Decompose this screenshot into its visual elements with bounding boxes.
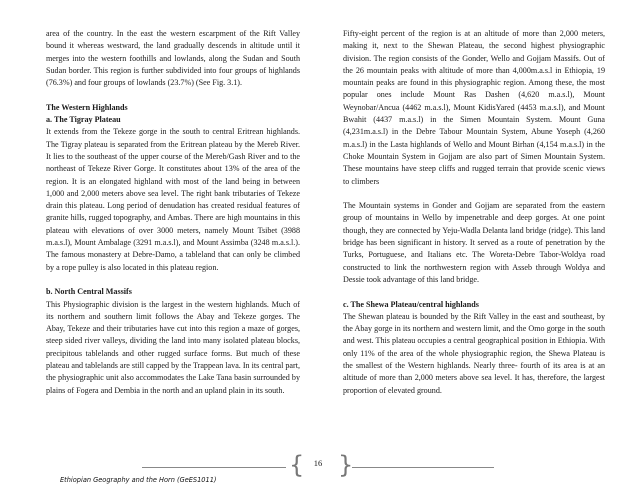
paragraph-mountain-systems: The Mountain systems in Gonder and Gojjam are separated from the eastern group of mountains in Wello by impenetrable and deep gorges. At one point though, they are connected by Yeju-Wadla Delanta land bridge (ridge). This land bridge has been significant in history. It served as a route of penetration by the Turks, Portuguese, and Italians etc. The Woreta-Debre Tabor-Woldya road constructed to link the northwestern region with Asseb through Woldya and Dessie took advantage of this land bridge. xyxy=(343,201,605,284)
left-column xyxy=(46,28,300,397)
paragraph-elevation: Fifty-eight percent of the region is at an altitude of more than 2,000 meters, making it, next to the Shewan Plateau, the second highest physiographic division. The region consists of the Gonder, Wello and Gojjam Massifs. Out of the 26 mountain peaks with altitude of more than 4,000m.a.s.l in Ethiopia, 19 mountain peaks are found in this physiographic region. Among these, the most popular ones include Mount Ras Dashen (4,620 m.a.s.l), Mount Weynobar/Ancua (4462 m.a.s.l), Mount KidisYared (4453 m.a.s.l), and Mount Bwahit (4437 m.a.s.l) in the Simen Mountain System. Mount Guna (4,231m.a.s.l) in the Debre Tabour Mountain System, Abune Yoseph (4,260 m.a.s.l) in the Lasta highlands of Wello and Mount Birhan (4,154 m.a.s.l) in the Choke Mountain System in Gojjam are also part of Simen Mountain System. These mountains have steep cliffs and rugged terrain that provide scenic views to climbers xyxy=(343,29,605,186)
page-number: 16 xyxy=(313,458,323,468)
heading-north-central-massifs: b. North Central Massifs xyxy=(46,287,132,297)
footer-brace-right: } xyxy=(338,451,354,479)
heading-shewa-plateau: c. The Shewa Plateau/central highlands xyxy=(343,299,479,309)
paragraph-tigray: It extends from the Tekeze gorge in the south to central Eritrean highlands. The Tigray plateau is separated from the Eritrean plateau by the Mereb River. It lies to the southeast of the upper course of the Mereb/Gash River and to the northeast of Tekeze River Gorge. It constitutes about 13% of the area of the region. It is an elongated highland with most of the land being in between 1,000 and 2,000 meters above sea level. The right bank tributaries of Tekeze drain this plateau. Long period of denudation has created residual features of granite hills, rugged topography, and Ambas. There are high mountains in this plateau with elevations of over 3000 meters, namely Mount Tsibet (3988 m.a.s.l), Mount Ambalage (3291 m.a.s.l), and Mount Assimba (3248 m.a.s.l.). The famous monastery at Debre-Damo, a tableland that can only be climbed by a rope pulley is also located in this plateau region. xyxy=(46,127,300,272)
footer-rule-right xyxy=(352,467,494,468)
heading-tigray-plateau: a. The Tigray Plateau xyxy=(46,115,121,125)
right-column xyxy=(343,28,605,397)
footer-brace-left: { xyxy=(289,451,305,479)
paragraph-intro: area of the country. In the east the western escarpment of the Rift Valley bound it whereas westward, the land gradually descends in altitude until it merges into the western foothills and lowlands, along the Sudan and South Sudan border. This region is further subdivided into four groups of highlands (76.3%) and four groups of lowlands (23.7%) (See Fig. 3.1). xyxy=(46,29,300,88)
heading-western-highlands: The Western Highlands xyxy=(46,102,128,112)
paragraph-shewa: The Shewan plateau is bounded by the Rift Valley in the east and southeast, by the Abay gorge in its northern and western limit, and the Omo gorge in the south and west. This plateau occupies a central geographical position in Ethiopia. With only 11% of the area of the whole physiographic region, the Shewa Plateau is the smallest of the Western highlands. Nearly three- fourth of its area is at an altitude of more than 2,000 meters above sea level. It has, therefore, the largest proportion of elevated ground. xyxy=(343,311,605,395)
paragraph-north-central: This Physiographic division is the largest in the western highlands. Much of its northern and southern limit follows the Abay and Tekeze gorges. The Abay, Tekeze and their tributaries have cut into this region a maze of gorges, steep sided river valleys, dividing the land into many isolated plateau blocks, precipitous tablelands and other rugged surface forms. But much of these plateau and tablelands are still capped by the Trappean lava. In its central part, the physiographic unit also accommodates the Lake Tana basin surrounded by plains of Fogera and Dembia in the north and an upland plain in its south. xyxy=(46,299,300,395)
footer-rule-left xyxy=(142,467,286,468)
footer-course-title: Ethiopian Geography and the Horn (GeES1011) xyxy=(60,476,217,484)
